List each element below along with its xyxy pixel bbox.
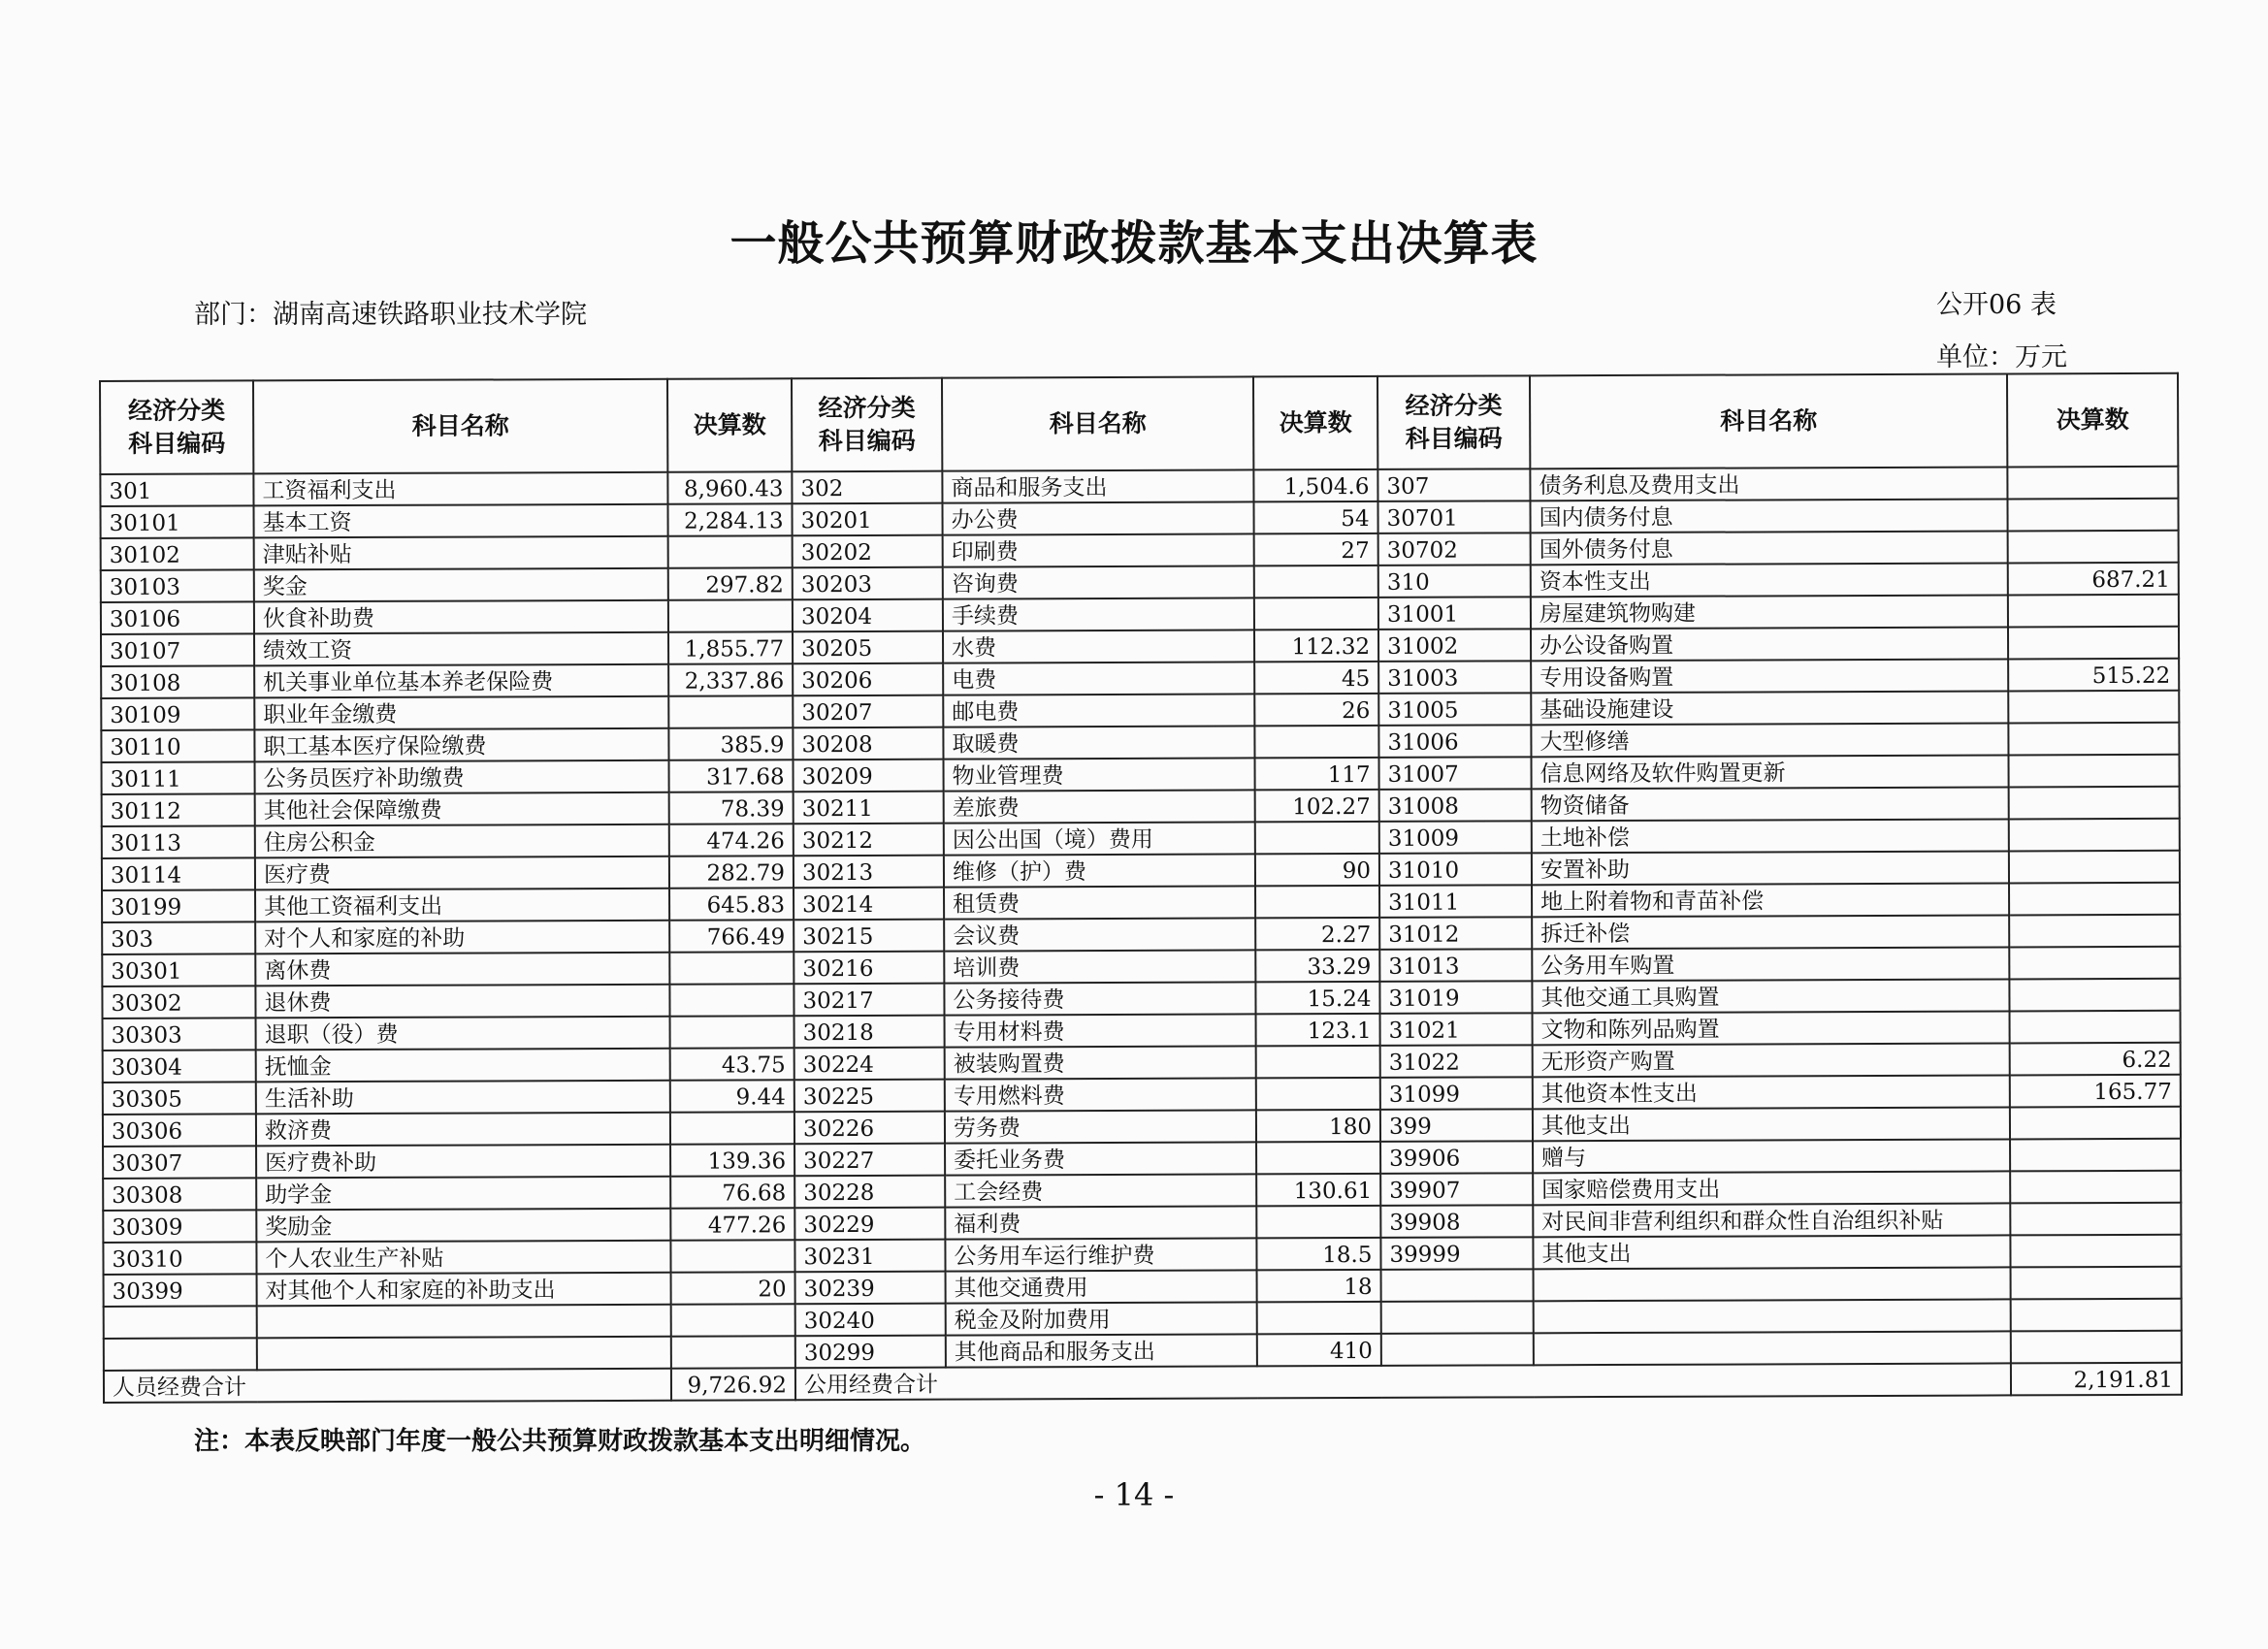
- cell-code: 30111: [102, 761, 255, 794]
- cell-name: 个人农业生产补贴: [256, 1241, 670, 1275]
- cell-name: 津贴补贴: [254, 536, 668, 570]
- header-amount: 决算数: [667, 378, 792, 471]
- cell-amount: [2009, 787, 2180, 820]
- cell-code: 30113: [102, 825, 255, 858]
- cell-name: 基本工资: [253, 504, 667, 538]
- cell-code: 30307: [103, 1146, 256, 1179]
- cell-code: 30304: [103, 1050, 256, 1083]
- cell-amount: 6.22: [2010, 1043, 2181, 1076]
- cell-name: 取暖费: [943, 726, 1254, 759]
- cell-code: 30225: [794, 1080, 945, 1113]
- cell-amount: 2,284.13: [667, 503, 792, 535]
- cell-code: 30240: [795, 1304, 946, 1337]
- header-name: 科目名称: [1530, 373, 2007, 469]
- cell-name: 培训费: [944, 950, 1255, 983]
- cell-code: 31002: [1378, 629, 1531, 662]
- cell-amount: [2009, 947, 2180, 980]
- cell-code: 30302: [102, 986, 255, 1018]
- cell-code: 30310: [103, 1242, 256, 1275]
- header-row: [100, 373, 2178, 474]
- cell-amount: [668, 599, 793, 631]
- cell-amount: 18: [1257, 1270, 1381, 1302]
- cell-code: 30218: [794, 1016, 945, 1049]
- cell-code: 30228: [794, 1176, 945, 1209]
- cell-amount: 766.49: [669, 920, 794, 952]
- department-label: 部门：: [194, 300, 273, 330]
- header-code: 经济分类 科目编码: [792, 378, 942, 472]
- cell-name: 资本性支出: [1531, 563, 2008, 597]
- cell-name: 离休费: [255, 953, 669, 986]
- cell-code: 30101: [100, 505, 253, 538]
- cell-code: 39999: [1380, 1237, 1533, 1270]
- cell-name: 工资福利支出: [253, 472, 667, 506]
- cell-code: 30110: [101, 729, 254, 762]
- cell-amount: [2010, 1235, 2181, 1268]
- cell-name: 公务接待费: [944, 982, 1255, 1015]
- cell-name: [1534, 1267, 2011, 1301]
- cell-amount: [2008, 531, 2179, 564]
- cell-name: 机关事业单位基本养老保险费: [254, 664, 668, 698]
- cell-name: 对民间非营利组织和群众性自治组织补贴: [1533, 1203, 2010, 1237]
- cell-amount: [1255, 886, 1379, 918]
- cell-code: 30213: [794, 856, 944, 889]
- cell-name: 奖金: [254, 568, 668, 602]
- cell-name: 电费: [943, 662, 1254, 695]
- footnote: 注：本表反映部门年度一般公共预算财政拨款基本支出明细情况。: [194, 1427, 926, 1456]
- cell-amount: 123.1: [1256, 1014, 1380, 1046]
- cell-code: 30303: [103, 1018, 256, 1051]
- cell-code: [104, 1338, 257, 1371]
- cell-name: 租赁费: [944, 886, 1255, 919]
- cell-name: 赠与: [1533, 1139, 2010, 1173]
- cell-amount: [2010, 1139, 2181, 1172]
- cell-amount: [2009, 915, 2180, 948]
- cell-name: 因公出国（境）费用: [944, 822, 1255, 855]
- cell-amount: 8,960.43: [667, 471, 792, 503]
- cell-amount: [670, 1112, 794, 1144]
- cell-amount: 1,855.77: [668, 631, 793, 663]
- cell-code: 30216: [794, 952, 944, 985]
- cell-code: 30305: [103, 1082, 256, 1115]
- cell-amount: [2007, 499, 2178, 532]
- page-number: - 14 -: [1093, 1476, 1175, 1513]
- cell-name: 国内债务付息: [1530, 499, 2007, 533]
- expenditure-table: [99, 372, 2183, 1404]
- cell-code: 30201: [792, 503, 942, 536]
- cell-name: 国外债务付息: [1531, 531, 2008, 565]
- header-amount: 决算数: [1253, 376, 1377, 469]
- cell-code: 39907: [1380, 1173, 1533, 1206]
- cell-code: 30217: [794, 984, 944, 1017]
- cell-name: 会议费: [944, 918, 1255, 951]
- table-body: [100, 467, 2182, 1371]
- cell-amount: 317.68: [669, 760, 794, 792]
- cell-code: 301: [100, 473, 253, 506]
- cell-amount: 78.39: [669, 792, 794, 824]
- cell-name: 国家赔偿费用支出: [1533, 1171, 2010, 1205]
- cell-amount: [2009, 819, 2180, 852]
- cell-code: 30107: [101, 633, 254, 666]
- cell-amount: 112.32: [1254, 630, 1378, 662]
- cell-amount: 27: [1254, 534, 1378, 566]
- cell-code: 30702: [1378, 533, 1531, 566]
- cell-amount: 282.79: [669, 856, 794, 888]
- cell-name: 专用燃料费: [945, 1078, 1256, 1111]
- cell-code: 30114: [102, 857, 255, 890]
- cell-amount: 54: [1253, 501, 1377, 534]
- cell-code: 303: [102, 922, 255, 954]
- cell-amount: [669, 952, 794, 984]
- cell-code: 30224: [794, 1048, 945, 1081]
- cell-code: 30203: [793, 567, 943, 600]
- cell-name: 公务用车运行维护费: [945, 1238, 1256, 1271]
- cell-name: 职业年金缴费: [254, 696, 668, 730]
- cell-name: [257, 1305, 671, 1339]
- cell-code: 30103: [101, 569, 254, 602]
- cell-code: 30108: [101, 665, 254, 698]
- header-code: 经济分类 科目编码: [100, 380, 253, 474]
- cell-name: 维修（护）费: [944, 854, 1255, 887]
- cell-code: [1381, 1301, 1534, 1334]
- cell-name: 其他交通费用: [946, 1270, 1257, 1303]
- cell-amount: [2010, 1171, 2181, 1204]
- cell-code: 31099: [1380, 1077, 1533, 1110]
- cell-name: [1534, 1299, 2011, 1333]
- cell-name: 专用材料费: [945, 1014, 1256, 1047]
- cell-amount: 45: [1254, 662, 1378, 694]
- cell-amount: 2.27: [1255, 918, 1379, 950]
- header-code: 经济分类 科目编码: [1377, 375, 1530, 469]
- cell-code: 39908: [1380, 1205, 1533, 1238]
- cell-name: 印刷费: [943, 534, 1254, 566]
- cell-amount: [1257, 1302, 1381, 1334]
- cell-amount: [671, 1336, 795, 1368]
- cell-code: 30206: [793, 663, 943, 696]
- cell-amount: 165.77: [2010, 1075, 2181, 1108]
- cell-name: 公务用车购置: [1532, 947, 2009, 981]
- cell-amount: [1256, 1046, 1380, 1078]
- cell-amount: 43.75: [670, 1048, 794, 1080]
- cell-code: 30204: [793, 599, 943, 632]
- cell-code: 31003: [1378, 661, 1531, 694]
- cell-code: 30205: [793, 631, 943, 664]
- cell-name: 房屋建筑物购建: [1531, 595, 2008, 629]
- cell-name: 咨询费: [943, 566, 1254, 598]
- cell-amount: [2009, 883, 2180, 916]
- cell-amount: [2009, 851, 2180, 884]
- cell-amount: [670, 1016, 794, 1048]
- cell-code: 31009: [1379, 821, 1532, 854]
- cell-amount: 33.29: [1255, 950, 1379, 982]
- cell-code: 30112: [102, 793, 255, 826]
- cell-code: 31011: [1379, 885, 1532, 918]
- header-name: 科目名称: [942, 376, 1253, 470]
- cell-name: 基础设施建设: [1531, 691, 2008, 725]
- cell-amount: [2011, 1267, 2182, 1300]
- cell-name: 劳务费: [945, 1110, 1256, 1143]
- cell-name: 对其他个人和家庭的补助支出: [257, 1273, 671, 1307]
- cell-amount: 15.24: [1255, 982, 1379, 1014]
- cell-name: 土地补偿: [1532, 819, 2009, 853]
- cell-amount: [2008, 627, 2179, 660]
- cell-name: [257, 1337, 671, 1371]
- cell-amount: [668, 535, 793, 567]
- cell-name: 商品和服务支出: [942, 469, 1253, 502]
- cell-amount: 130.61: [1256, 1174, 1380, 1206]
- cell-amount: 26: [1254, 694, 1378, 726]
- header-amount: 决算数: [2007, 373, 2178, 468]
- cell-code: 30299: [795, 1336, 946, 1369]
- cell-code: 31010: [1379, 853, 1532, 886]
- cell-code: 30212: [794, 824, 944, 857]
- cell-amount: 2,337.86: [668, 663, 793, 695]
- cell-name: 办公费: [942, 501, 1253, 534]
- public-total-label: 公用经费合计: [795, 1363, 2011, 1400]
- cell-name: 退职（役）费: [256, 1017, 670, 1051]
- cell-amount: [1254, 726, 1378, 758]
- cell-name: 被装购置费: [945, 1046, 1256, 1079]
- cell-amount: 117: [1255, 758, 1379, 790]
- cell-amount: 180: [1256, 1110, 1380, 1142]
- cell-code: 31022: [1380, 1045, 1533, 1078]
- cell-name: 医疗费: [255, 857, 669, 890]
- cell-code: 30227: [794, 1144, 945, 1177]
- cell-amount: 385.9: [668, 728, 793, 760]
- personnel-total-label: 人员经费合计: [104, 1369, 671, 1403]
- cell-code: 30106: [101, 601, 254, 634]
- cell-amount: [1256, 1142, 1380, 1174]
- cell-amount: [2010, 1107, 2181, 1140]
- cell-code: 31019: [1379, 981, 1532, 1014]
- cell-name: 职工基本医疗保险缴费: [254, 728, 668, 762]
- cell-amount: 102.27: [1255, 790, 1379, 822]
- cell-name: 信息网络及软件购置更新: [1532, 755, 2009, 789]
- cell-amount: 515.22: [2008, 659, 2179, 692]
- cell-amount: [2008, 691, 2179, 724]
- cell-code: 30239: [795, 1272, 946, 1305]
- cell-code: 30214: [794, 888, 944, 921]
- cell-name: 其他工资福利支出: [255, 889, 669, 922]
- cell-amount: [1256, 1206, 1380, 1238]
- cell-name: 其他商品和服务支出: [946, 1334, 1257, 1367]
- cell-name: 专用设备购置: [1531, 659, 2008, 693]
- cell-name: [1534, 1331, 2011, 1365]
- cell-code: 30209: [794, 760, 944, 792]
- cell-name: 手续费: [943, 598, 1254, 630]
- cell-amount: [2008, 755, 2179, 788]
- cell-name: 福利费: [945, 1206, 1256, 1239]
- cell-code: 30226: [794, 1112, 945, 1145]
- cell-code: 30215: [794, 920, 944, 953]
- cell-name: 助学金: [256, 1177, 670, 1211]
- cell-amount: 410: [1257, 1334, 1381, 1366]
- cell-amount: 20: [671, 1272, 795, 1304]
- cell-name: 对个人和家庭的补助: [255, 921, 669, 954]
- cell-name: 邮电费: [943, 694, 1254, 727]
- cell-code: 31001: [1378, 597, 1531, 630]
- cell-amount: 477.26: [670, 1208, 794, 1240]
- cell-code: 31007: [1379, 757, 1532, 790]
- cell-name: 无形资产购置: [1533, 1043, 2010, 1077]
- cell-code: 30109: [101, 697, 254, 730]
- cell-amount: [2008, 723, 2179, 756]
- cell-name: 安置补助: [1532, 851, 2009, 885]
- cell-code: 302: [792, 471, 942, 504]
- cell-code: 30229: [794, 1208, 945, 1241]
- cell-code: 30102: [101, 537, 254, 570]
- cell-name: 退休费: [255, 985, 669, 1018]
- cell-amount: [1254, 566, 1378, 598]
- cell-amount: [2007, 467, 2178, 500]
- cell-code: 30309: [103, 1210, 256, 1243]
- cell-name: 文物和陈列品购置: [1533, 1011, 2010, 1045]
- cell-name: 办公设备购置: [1531, 627, 2008, 661]
- cell-amount: [2008, 595, 2179, 628]
- cell-amount: [668, 695, 793, 728]
- cell-code: [104, 1306, 257, 1339]
- cell-name: 抚恤金: [256, 1049, 670, 1083]
- cell-code: 307: [1377, 469, 1530, 501]
- cell-amount: 18.5: [1256, 1238, 1380, 1270]
- cell-name: 委托业务费: [945, 1142, 1256, 1175]
- department-line: [194, 293, 587, 331]
- cell-amount: [2009, 979, 2180, 1012]
- cell-code: 31006: [1378, 725, 1531, 758]
- cell-code: 30308: [103, 1178, 256, 1211]
- cell-name: 伙食补助费: [254, 600, 668, 634]
- cell-name: 物资储备: [1532, 787, 2009, 821]
- header-name: 科目名称: [253, 379, 667, 474]
- public-total-value: 2,191.81: [2011, 1363, 2182, 1396]
- cell-code: 30202: [793, 535, 943, 568]
- cell-name: 其他交通工具购置: [1532, 979, 2009, 1013]
- cell-name: 差旅费: [944, 790, 1255, 823]
- totals-row: [104, 1363, 2182, 1403]
- cell-code: 31012: [1379, 917, 1532, 950]
- cell-name: 税金及附加费用: [946, 1302, 1257, 1335]
- cell-name: 其他社会保障缴费: [255, 792, 669, 826]
- cell-name: 拆迁补偿: [1532, 915, 2009, 949]
- cell-name: 其他资本性支出: [1533, 1075, 2010, 1109]
- cell-code: 30701: [1377, 501, 1530, 534]
- department-name: 湖南高速铁路职业技术学院: [273, 300, 587, 330]
- cell-code: [1381, 1333, 1534, 1366]
- cell-name: 工会经费: [945, 1174, 1256, 1207]
- cell-name: 大型修缮: [1531, 723, 2008, 757]
- cell-amount: 687.21: [2008, 563, 2179, 596]
- cell-name: 救济费: [256, 1113, 670, 1147]
- cell-code: 399: [1380, 1109, 1533, 1142]
- cell-name: 公务员医疗补助缴费: [255, 760, 669, 794]
- cell-amount: [669, 984, 794, 1016]
- cell-amount: 297.82: [668, 567, 793, 599]
- cell-name: 住房公积金: [255, 824, 669, 858]
- cell-code: [1381, 1269, 1534, 1302]
- cell-amount: [2010, 1011, 2181, 1044]
- cell-name: 水费: [943, 630, 1254, 663]
- cell-code: 39906: [1380, 1141, 1533, 1174]
- cell-code: 30306: [103, 1114, 256, 1147]
- cell-amount: [2011, 1299, 2182, 1332]
- cell-name: 医疗费补助: [256, 1145, 670, 1179]
- cell-code: 31008: [1379, 789, 1532, 822]
- cell-code: 30231: [794, 1240, 945, 1273]
- cell-amount: 90: [1255, 854, 1379, 886]
- cell-name: 生活补助: [256, 1081, 670, 1115]
- cell-code: 30199: [102, 889, 255, 922]
- cell-name: 其他支出: [1533, 1235, 2010, 1269]
- cell-name: 绩效工资: [254, 632, 668, 666]
- personnel-total-value: 9,726.92: [671, 1368, 795, 1400]
- cell-code: 310: [1378, 565, 1531, 598]
- cell-name: 奖励金: [256, 1209, 670, 1243]
- cell-name: 物业管理费: [944, 758, 1255, 791]
- cell-amount: [2011, 1331, 2182, 1364]
- cell-amount: 474.26: [669, 824, 794, 856]
- cell-name: 债务利息及费用支出: [1530, 467, 2007, 501]
- cell-amount: 1,504.6: [1253, 469, 1377, 501]
- cell-amount: [671, 1304, 795, 1336]
- cell-code: 31013: [1379, 949, 1532, 982]
- cell-code: 31005: [1378, 693, 1531, 726]
- cell-amount: 76.68: [670, 1176, 794, 1208]
- cell-code: 30211: [794, 792, 944, 824]
- cell-amount: 9.44: [670, 1080, 794, 1112]
- cell-amount: 645.83: [669, 888, 794, 920]
- cell-name: 地上附着物和青苗补偿: [1532, 883, 2009, 917]
- cell-amount: [1256, 1078, 1380, 1110]
- cell-code: 30208: [793, 728, 943, 760]
- cell-code: 30399: [104, 1274, 257, 1307]
- page-title: 一般公共预算财政拨款基本支出决算表: [729, 216, 1539, 271]
- cell-amount: [1255, 822, 1379, 854]
- cell-amount: [1254, 598, 1378, 630]
- cell-code: 30207: [793, 695, 943, 728]
- cell-name: 其他支出: [1533, 1107, 2010, 1141]
- cell-code: 30301: [102, 954, 255, 986]
- unit-label: 单位：万元: [1936, 342, 2067, 372]
- cell-amount: 139.36: [670, 1144, 794, 1176]
- cell-amount: [670, 1240, 794, 1272]
- cell-amount: [2010, 1203, 2181, 1236]
- cell-code: 31021: [1380, 1013, 1533, 1046]
- table-number: 公开06 表: [1936, 290, 2057, 320]
